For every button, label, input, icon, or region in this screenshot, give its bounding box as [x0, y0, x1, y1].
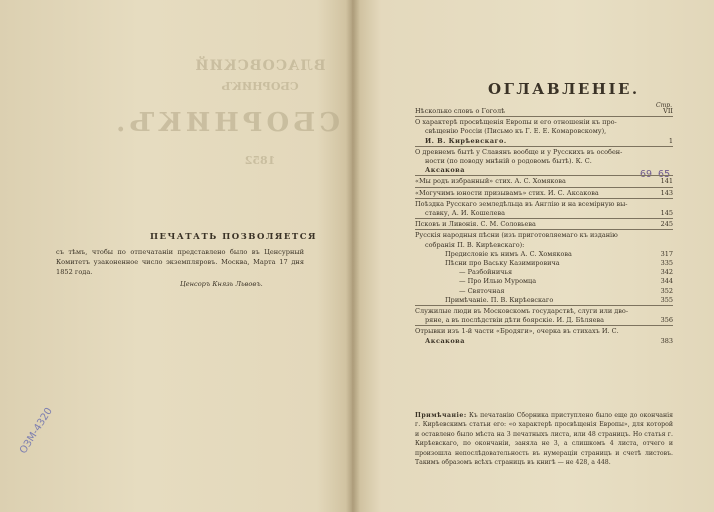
toc-page-number: 355 — [660, 295, 673, 304]
toc-line-text: ряне, а въ послѣдствіи дѣти боярскіе. И. Д. Бѣляева — [425, 316, 604, 325]
footnote — [415, 411, 673, 467]
toc-page-number: VII — [663, 107, 673, 115]
toc-page-number — [657, 307, 673, 316]
toc-page-number — [657, 200, 673, 209]
page-column-header: Стр. — [656, 102, 673, 109]
censor-text: съ тѣмъ, чтобы по отпечатаніи представлено было въ Ценсурный Комитетъ узаконенное число экземпляровъ. Москва, Марта 17 дня 1852 года. — [56, 248, 304, 276]
toc-entry — [415, 218, 673, 229]
toc-entry — [415, 175, 673, 186]
toc-line-text: Отрывки изъ 1-й части «Бродяги», очерка въ стихахъ И. С. — [415, 327, 619, 336]
toc-line — [415, 231, 673, 240]
toc-line-text: «Могучимъ юности призывамъ» стих. И. С. Аксакова — [415, 188, 599, 197]
toc-entry — [415, 325, 673, 345]
toc-page-number — [657, 241, 673, 250]
toc-line-text: Предисловіе къ нимъ А. С. Хомякова — [445, 249, 572, 258]
toc-line-text: «Мы родъ избранный» стих. А. С. Хомякова — [415, 177, 566, 186]
toc-line-text: Служилые люди въ Московскомъ государствѣ, слуги или дво- — [415, 307, 629, 316]
toc-entry — [415, 116, 673, 146]
toc-line-text: Аксакова — [425, 166, 465, 175]
toc-line — [415, 337, 673, 346]
toc-page-number: 141 — [660, 177, 673, 186]
toc-line — [415, 166, 673, 175]
handwritten-page-numbers: 69 65 — [640, 169, 671, 180]
toc-line-text: Поѣздка Русскаго земледѣльца въ Англію и на всемірную вы- — [415, 199, 628, 208]
toc-line-text: О характерѣ просвѣщенія Европы и его отношеніи къ про- — [415, 118, 617, 127]
toc-page-number: 317 — [660, 249, 673, 258]
toc-line-text: О древнемъ бытѣ у Славянъ вообще и у Русскихъ въ особен- — [415, 147, 623, 156]
toc-page-number — [657, 231, 673, 240]
toc-page-number — [657, 127, 673, 136]
toc-page-number: 352 — [660, 286, 673, 295]
toc-page-number — [657, 327, 673, 336]
toc-page-number — [657, 118, 673, 127]
toc-line — [415, 200, 673, 209]
toc-line — [415, 287, 673, 296]
toc-line — [415, 177, 673, 186]
toc-page-number: 143 — [660, 188, 673, 197]
toc-line-text: собранія П. В. Кирѣевскаго): — [425, 240, 525, 249]
bleed-through-line-4: 1852 — [244, 154, 276, 167]
toc-page-number: 344 — [660, 277, 673, 286]
bleed-through-line-1: ВЛАСОВСКИЙ — [194, 58, 326, 74]
toc-line-text: И. В. Кирѣевскаго. — [425, 136, 507, 145]
censor-title: ПЕЧАТАТЬ ПОЗВОЛЯЕТСЯ — [150, 232, 317, 242]
left-page — [0, 0, 352, 512]
toc-line — [415, 157, 673, 166]
toc-line-text: Аксакова — [425, 336, 465, 345]
toc-line-text: Нѣсколько словъ о Гоголѣ — [415, 107, 506, 115]
bleed-through-line-2: СБОРНИКЪ — [221, 80, 299, 93]
book-gutter — [346, 0, 360, 512]
library-stamp: ОЗМ-4320 — [18, 405, 55, 456]
toc-line — [415, 316, 673, 325]
toc-page-number: 383 — [660, 336, 673, 345]
bleed-through-line-3: СБОРНИКЪ. — [112, 108, 340, 138]
toc-line — [415, 327, 673, 336]
censor-signature: Ценсоръ Князь Львовъ. — [180, 280, 263, 288]
footnote-label: Примѣчаніе: — [415, 412, 467, 419]
toc-line — [415, 189, 673, 198]
toc-page-number — [657, 166, 673, 175]
toc-page-number: 342 — [660, 268, 673, 277]
toc-entry — [415, 146, 673, 176]
toc-line-text: — Разбойничья — [459, 268, 513, 277]
toc-line-text: Пѣсни про Ваську Казимировича — [445, 259, 560, 268]
toc-line — [415, 137, 673, 146]
toc-entry — [415, 187, 673, 198]
toc-title: ОГЛАВЛЕНІЕ. — [488, 80, 640, 98]
toc-line — [415, 118, 673, 127]
toc-line — [415, 277, 673, 286]
toc-line — [415, 241, 673, 250]
toc-line-text: Русскія народныя пѣсни (изъ приготовляемаго къ изданію — [415, 231, 618, 240]
toc-page-number: 1 — [668, 136, 673, 145]
toc-page-number — [657, 148, 673, 157]
toc-entry — [415, 106, 673, 116]
toc-page-number: 335 — [660, 259, 673, 268]
toc-line — [415, 296, 673, 305]
toc-line-text: Примѣчаніе. П. В. Кирѣевскаго — [445, 295, 554, 304]
toc-line — [415, 148, 673, 157]
toc-entry — [415, 198, 673, 218]
toc-line — [415, 307, 673, 316]
toc-line — [415, 250, 673, 259]
toc-page-number — [657, 157, 673, 166]
toc-line-text: свѣщенію Россіи (Письмо къ Г. Е. Е. Комаровскому), — [425, 127, 607, 136]
table-of-contents — [415, 106, 673, 346]
toc-line-text: — Про Илью Муромца — [459, 277, 537, 286]
toc-entry — [415, 229, 673, 305]
toc-page-number: 245 — [660, 220, 673, 229]
toc-line — [415, 268, 673, 277]
toc-line — [415, 220, 673, 229]
toc-page-number: 356 — [660, 316, 673, 325]
toc-line — [415, 127, 673, 136]
toc-line — [415, 209, 673, 218]
toc-page-number: 145 — [660, 209, 673, 218]
toc-line-text: — Святочная — [459, 286, 505, 295]
toc-line-text: ставку, А. И. Кошелева — [425, 209, 505, 218]
toc-line-text: Псковъ и Ливонія. С. М. Соловьева — [415, 220, 536, 229]
footnote-text: Къ печатанію Сборника приступлено было еще до окончанія г. Кирѣевскимъ статьи его: «о характерѣ просвѣщенія Европы», для которой и оставлено было мѣста на 3 печатныхъ листа, или 48 страницъ. Но статья г. Кирѣевскаго, по окончаніи, заняла не 3, а слишкомъ 4 листа, отчего и произошла непослѣдовательность въ нумераціи страницъ и счетѣ листовъ. Такимъ образомъ всѣхъ страницъ въ книгѣ — не 428, а 448. — [415, 412, 673, 467]
toc-entry — [415, 305, 673, 325]
toc-line-text: ности (по поводу мнѣній о родовомъ бытѣ). К. С. — [425, 157, 592, 166]
toc-line — [415, 107, 673, 116]
toc-line — [415, 259, 673, 268]
